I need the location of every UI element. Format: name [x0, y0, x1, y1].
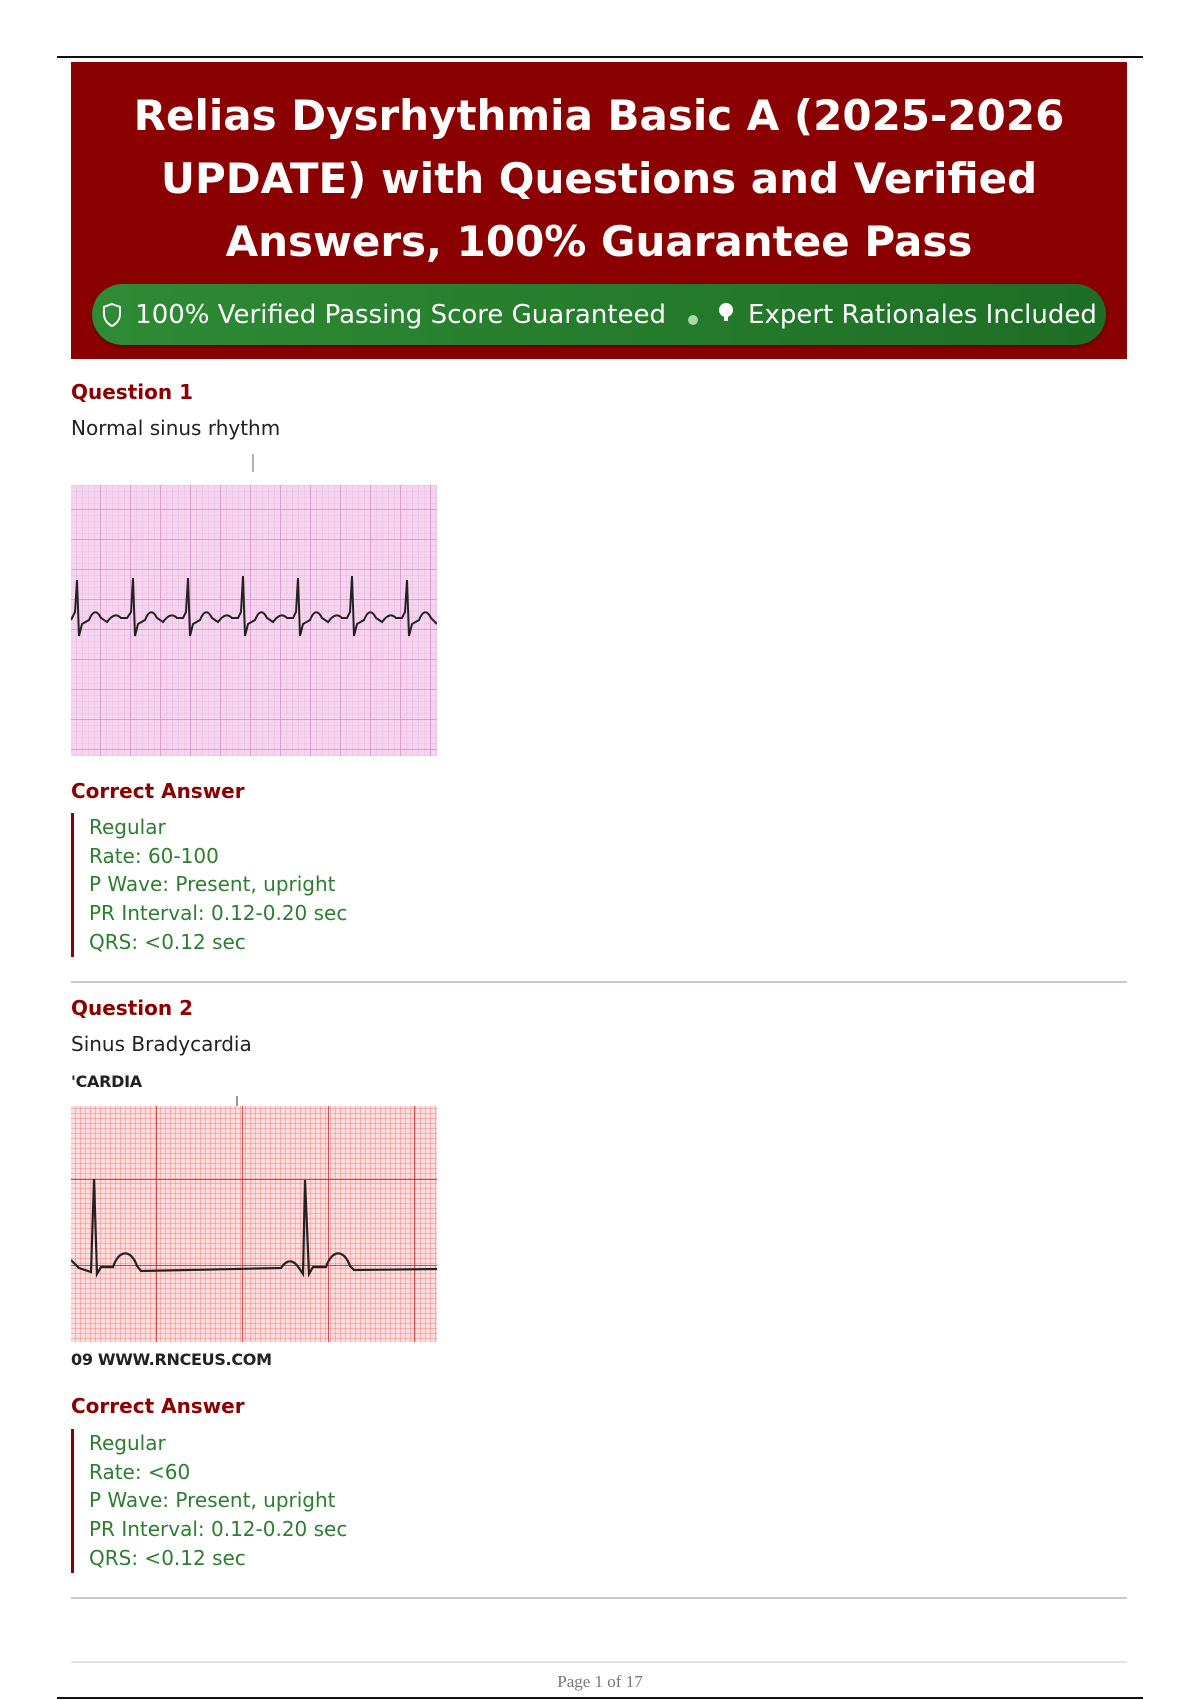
ecg-strip-normal-sinus — [71, 450, 437, 756]
title-banner — [71, 62, 1127, 359]
question-2-answer — [71, 1429, 347, 1573]
document-title: Relias Dysrhythmia Basic A (2025-2026 UPDATE) with Questions and Verified Answers, 100% Guarantee Pass — [133, 91, 1065, 266]
answer-line: PR Interval: 0.12-0.20 sec — [89, 1517, 348, 1542]
question-1-answer — [71, 813, 347, 957]
question-2-text: Sinus Bradycardia — [71, 1032, 252, 1056]
answer-line: Rate: 60-100 — [89, 843, 219, 868]
question-2-label: Question 2 — [71, 996, 193, 1020]
question-1-answer-heading: Correct Answer — [71, 779, 245, 803]
answer-line: PR Interval: 0.12-0.20 sec — [89, 901, 348, 926]
question-2-answer-heading: Correct Answer — [71, 1394, 245, 1418]
badge-rationales-text: Expert Rationales Included — [748, 299, 1097, 330]
footer-rule — [71, 1661, 1127, 1663]
answer-line: P Wave: Present, upright — [89, 872, 336, 897]
badge-verified-text: 100% Verified Passing Score Guaranteed — [135, 299, 667, 330]
answer-line: QRS: <0.12 sec — [89, 929, 246, 954]
ecg-caption-bottom: 09 WWW.RNCEUS.COM — [71, 1350, 272, 1369]
answer-line: Regular — [89, 1431, 166, 1455]
answer-line: QRS: <0.12 sec — [89, 1545, 246, 1570]
ecg-strip-sinus-bradycardia — [71, 1094, 437, 1342]
answer-line: Regular — [89, 815, 166, 839]
top-rule — [57, 56, 1143, 58]
question-divider — [71, 1597, 1127, 1599]
question-1-label: Question 1 — [71, 380, 193, 404]
lightbulb-icon — [716, 301, 736, 329]
question-1-text: Normal sinus rhythm — [71, 416, 281, 440]
question-divider — [71, 981, 1127, 983]
shield-icon — [101, 302, 123, 328]
separator-dot — [688, 315, 698, 325]
guarantee-badge — [92, 284, 1106, 345]
page-number: Page 1 of 17 — [557, 1672, 643, 1691]
answer-line: Rate: <60 — [89, 1459, 191, 1484]
answer-line: P Wave: Present, upright — [89, 1488, 336, 1513]
bottom-rule — [57, 1697, 1143, 1699]
ecg-caption-top: 'CARDIA — [71, 1072, 142, 1091]
